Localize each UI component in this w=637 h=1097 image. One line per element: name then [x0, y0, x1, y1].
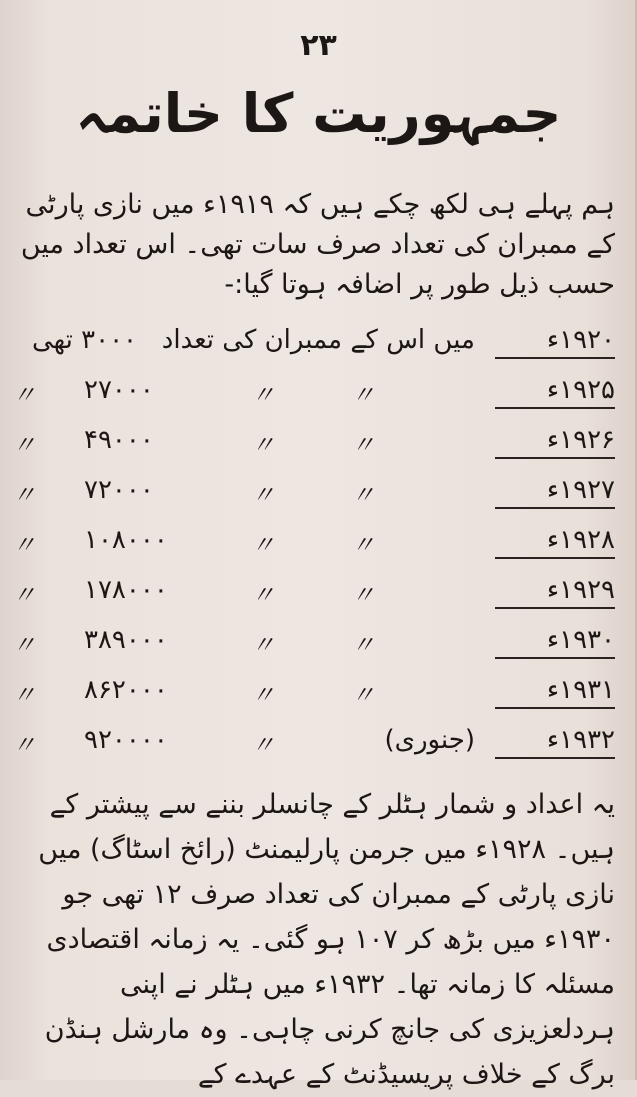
- ditto-mark: 〃: [251, 431, 275, 459]
- ditto-mark: 〃: [251, 481, 275, 509]
- ditto-mark: 〃: [251, 631, 275, 659]
- ditto-mark: 〃: [12, 381, 36, 409]
- ditto-mark: 〃: [251, 681, 275, 709]
- ditto-mark: 〃: [351, 681, 375, 709]
- row-year: ۱۹۲۹ء: [495, 575, 615, 609]
- row-count: ۳۸۹۰۰۰: [84, 625, 168, 655]
- table-row: [12, 575, 615, 619]
- ditto-mark: 〃: [12, 631, 36, 659]
- intro-paragraph: ہم پہلے ہی لکھ چکے ہیں کہ ۱۹۱۹ء میں نازی پارٹی کے ممبران کی تعداد صرف سات تھی۔ اس تعداد میں حسب ذیل طور پر اضافہ ہوتا گیا:-: [20, 189, 615, 300]
- row-count: ۱۷۸۰۰۰: [84, 575, 168, 605]
- ditto-mark: 〃: [251, 731, 275, 759]
- ditto-mark: 〃: [12, 431, 36, 459]
- ditto-mark: 〃: [12, 581, 36, 609]
- row-year: ۱۹۲۶ء: [495, 425, 615, 459]
- row-count: ۷۲۰۰۰: [84, 475, 154, 505]
- table-row: [12, 675, 615, 719]
- ditto-mark: 〃: [251, 531, 275, 559]
- table-row: [12, 725, 615, 769]
- ditto-mark: 〃: [351, 481, 375, 509]
- row-year: ۱۹۳۲ء: [495, 725, 615, 759]
- row-count: ۸۶۲۰۰۰: [84, 675, 168, 705]
- row-year: ۱۹۳۱ء: [495, 675, 615, 709]
- row-label: (جنوری): [384, 725, 475, 755]
- closing-paragraph: یہ اعداد و شمار ہٹلر کے چانسلر بننے سے پیشتر کے ہیں۔ ۱۹۲۸ء میں جرمن پارلیمنٹ (رائخ اسٹاگ) میں نازی پارٹی کے ممبران کی تعداد صرف ۱۲ تھی جو ۱۹۳۰ء میں بڑھ کر ۱۰۷ ہو گئی۔ یہ زمانہ اقتصادی مسئلہ کا زمانہ تھا۔ ۱۹۳۲ء میں ہٹلر نے اپنی ہردلعزیزی کی جانچ کرنی چاہی۔ وہ مارشل ہنڈن برگ کے خلاف پریسیڈنٹ کے عہدے کے: [38, 789, 615, 1090]
- row-year: ۱۹۲۰ء: [495, 325, 615, 359]
- row-count: ۳۰۰۰ تھی: [32, 325, 138, 355]
- membership-table: [12, 325, 615, 775]
- table-row: [12, 425, 615, 469]
- row-year: ۱۹۲۷ء: [495, 475, 615, 509]
- ditto-mark: 〃: [351, 581, 375, 609]
- row-year: ۱۹۳۰ء: [495, 625, 615, 659]
- row-count: ۴۹۰۰۰: [84, 425, 154, 455]
- ditto-mark: 〃: [351, 531, 375, 559]
- ditto-mark: 〃: [351, 381, 375, 409]
- table-row: [12, 325, 615, 369]
- ditto-mark: 〃: [351, 631, 375, 659]
- ditto-mark: 〃: [12, 731, 36, 759]
- ditto-mark: 〃: [12, 481, 36, 509]
- table-row: [12, 525, 615, 569]
- row-label: میں اس کے ممبران کی تعداد: [161, 325, 475, 355]
- row-count: ۱۰۸۰۰۰: [84, 525, 168, 555]
- table-row: [12, 375, 615, 419]
- ditto-mark: 〃: [251, 381, 275, 409]
- table-row: [12, 625, 615, 669]
- page-number: ۲۳: [300, 28, 337, 63]
- ditto-mark: 〃: [12, 681, 36, 709]
- chapter-title: جمہوریت کا خاتمہ: [75, 82, 562, 145]
- row-year: ۱۹۲۵ء: [495, 375, 615, 409]
- ditto-mark: 〃: [251, 581, 275, 609]
- ditto-mark: 〃: [351, 431, 375, 459]
- table-row: [12, 475, 615, 519]
- row-count: ۹۲۰۰۰۰: [84, 725, 168, 755]
- row-count: ۲۷۰۰۰: [84, 375, 154, 405]
- row-year: ۱۹۲۸ء: [495, 525, 615, 559]
- ditto-mark: 〃: [12, 531, 36, 559]
